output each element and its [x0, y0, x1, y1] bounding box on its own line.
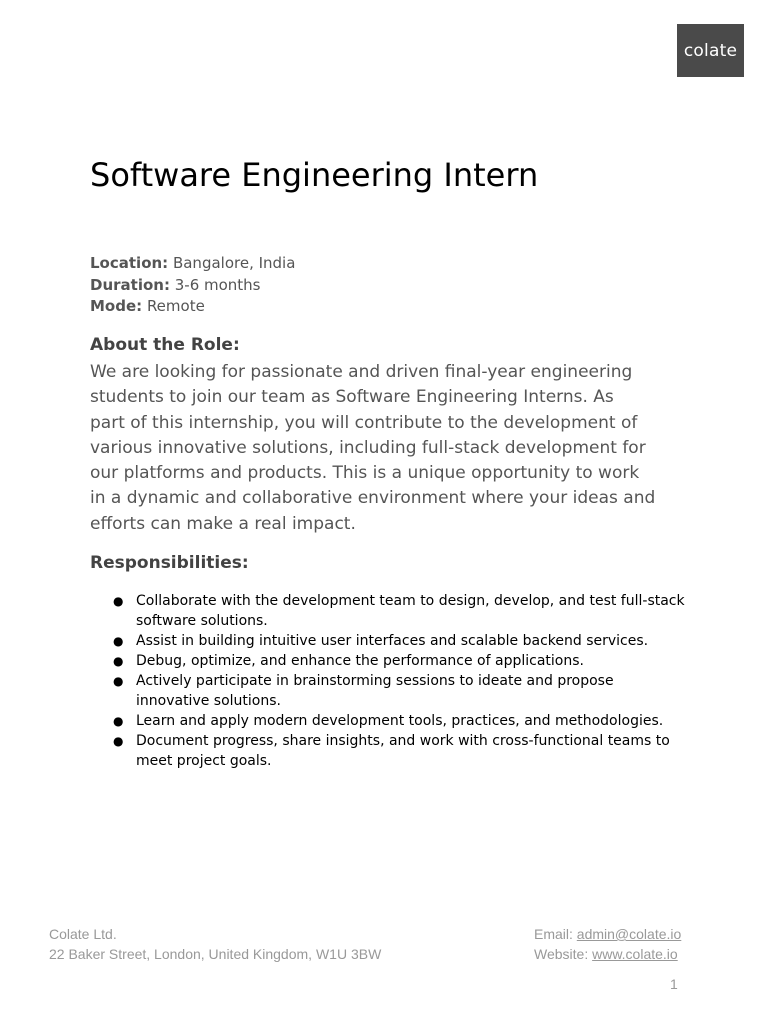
list-item — [90, 591, 710, 631]
about-line: our platforms and products. This is a unique opportunity to work — [90, 463, 640, 484]
bullet-icon: ● — [113, 714, 124, 728]
about-line: students to join our team as Software Engineering Interns. As — [90, 387, 614, 408]
bullet-icon: ● — [113, 654, 124, 668]
list-item — [90, 671, 710, 711]
email-link[interactable]: admin@colate.io — [576, 926, 682, 942]
list-item-line: Actively participate in brainstorming sessions to ideate and propose — [136, 673, 614, 689]
location-label: Location: — [90, 254, 169, 272]
website-link[interactable]: www.colate.io — [592, 946, 678, 962]
company-name: Colate Ltd. — [49, 926, 117, 942]
location-value: Bangalore, India — [172, 254, 296, 272]
list-item-line: innovative solutions. — [136, 693, 281, 709]
list-item-line: Assist in building intuitive user interfaces and scalable backend services. — [136, 633, 649, 649]
responsibilities-heading: Responsibilities: — [90, 553, 249, 573]
footer-contact — [534, 924, 681, 964]
footer-company-info — [49, 924, 381, 964]
list-item-line: Debug, optimize, and enhance the performance of applications. — [136, 653, 584, 669]
about-line: various innovative solutions, including full-stack development for — [90, 437, 646, 458]
duration-row — [90, 275, 295, 297]
duration-value: 3-6 months — [174, 275, 261, 294]
list-item-line: Learn and apply modern development tools, practices, and methodologies. — [136, 713, 664, 729]
duration-label: Duration: — [90, 275, 170, 294]
list-item-line: Document progress, share insights, and work with cross-functional teams to — [136, 733, 670, 749]
email-row — [534, 924, 681, 944]
page-number: 1 — [670, 976, 678, 992]
about-heading: About the Role: — [90, 335, 240, 355]
company-logo — [677, 24, 744, 77]
list-item-line: Collaborate with the development team to design, develop, and test full-stack — [136, 593, 685, 609]
about-paragraph — [90, 360, 690, 537]
website-row — [534, 944, 681, 964]
list-item-line: meet project goals. — [136, 753, 272, 769]
document-title: Software Engineering Intern — [90, 156, 539, 194]
bullet-icon: ● — [113, 734, 124, 748]
logo-text: colate — [683, 40, 738, 61]
mode-label: Mode: — [90, 297, 143, 315]
mode-value: Remote — [146, 297, 205, 315]
company-address: 22 Baker Street, London, United Kingdom, W1U 3BW — [49, 946, 382, 962]
about-line: efforts can make a real impact. — [90, 513, 356, 534]
responsibilities-list — [90, 591, 710, 771]
bullet-icon: ● — [113, 634, 124, 648]
about-line: part of this internship, you will contribute to the development of — [90, 412, 638, 433]
bullet-icon: ● — [113, 674, 124, 688]
location-row — [90, 253, 295, 275]
email-label: Email: — [534, 926, 573, 942]
about-line: in a dynamic and collaborative environment where your ideas and — [90, 488, 656, 509]
mode-row — [90, 296, 295, 318]
website-label: Website: — [534, 946, 589, 962]
list-item — [90, 651, 710, 671]
bullet-icon: ● — [113, 594, 124, 608]
list-item — [90, 731, 710, 771]
list-item — [90, 711, 710, 731]
list-item — [90, 631, 710, 651]
list-item-line: software solutions. — [136, 613, 268, 629]
job-details — [90, 253, 295, 318]
about-line: We are looking for passionate and driven final-year engineering — [90, 362, 633, 382]
